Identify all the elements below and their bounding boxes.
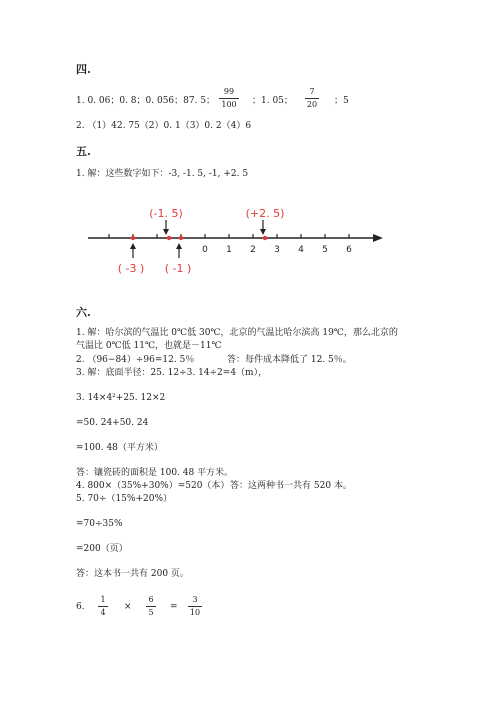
frac-num: 1 bbox=[100, 595, 106, 604]
tick-label-1: 1 bbox=[226, 245, 232, 255]
arrow-down-icon bbox=[260, 229, 266, 235]
s4-line1-a: 1. 0. 06；0. 8；0. 056；87. 5； bbox=[76, 96, 216, 106]
times-sign: × bbox=[124, 602, 132, 612]
tick-label-6: 6 bbox=[346, 245, 352, 255]
fraction-99-100 bbox=[219, 87, 239, 110]
fraction-1-4 bbox=[98, 595, 108, 618]
s6-l6: =100. 48（平方米） bbox=[76, 443, 163, 453]
label-minus1-5: (-1. 5) bbox=[149, 207, 183, 220]
label-minus3: ( -3 ) bbox=[117, 262, 145, 275]
s5-line1: 1. 解：这些数字如下：-3, -1. 5, -1, +2. 5 bbox=[76, 169, 249, 179]
frac-bar bbox=[188, 606, 202, 607]
arrow-down-icon bbox=[163, 229, 169, 235]
frac-den: 10 bbox=[189, 608, 201, 617]
frac-bar bbox=[98, 606, 108, 607]
point-minus1 bbox=[179, 236, 183, 240]
frac-num: 99 bbox=[223, 87, 235, 96]
s6-l5: =50. 24+50. 24 bbox=[76, 418, 149, 428]
tick-label-0: 0 bbox=[202, 245, 208, 255]
frac-num: 6 bbox=[148, 595, 154, 604]
s6-l8b: 答：这两种书一共有 520 本。 bbox=[230, 481, 352, 491]
axis-arrow-icon bbox=[373, 234, 383, 242]
s4-line2: 2. （1）42. 75（2）0. 1（3）0. 2（4）6 bbox=[76, 121, 252, 131]
number-line-figure bbox=[0, 200, 500, 290]
tick-label-4: 4 bbox=[298, 245, 304, 255]
s6-l1a: 1. 解：哈尔滨的气温比 0℃低 30℃，北京的气温比哈尔滨高 19℃，那么北京的 bbox=[76, 328, 398, 338]
tick-label-2: 2 bbox=[250, 245, 256, 255]
s6-l1b: 气温比 0℃低 11℃，也就是－11℃ bbox=[76, 341, 222, 351]
s4-line1-c: ；5 bbox=[334, 96, 349, 106]
s6-l11: =200（页） bbox=[76, 544, 128, 554]
point-minus1-5 bbox=[167, 236, 171, 240]
label-minus1: ( -1 ) bbox=[164, 262, 192, 275]
frac-num: 7 bbox=[309, 87, 315, 96]
frac-den: 20 bbox=[306, 100, 318, 109]
fraction-3-10 bbox=[188, 595, 202, 618]
frac-den: 5 bbox=[148, 608, 154, 617]
tick-label-3: 3 bbox=[274, 245, 280, 255]
frac-num: 3 bbox=[192, 595, 198, 604]
s4-line1-b: ；1. 05； bbox=[252, 96, 293, 106]
s6-l12: 答：这本书一共有 200 页。 bbox=[76, 569, 189, 579]
label-plus2-5: (+2. 5) bbox=[245, 207, 285, 220]
s6-l4: 3. 14×4²+25. 12×2 bbox=[76, 393, 166, 403]
s6-l13-prefix: 6. bbox=[76, 602, 85, 612]
frac-bar bbox=[146, 606, 156, 607]
frac-bar bbox=[219, 98, 239, 99]
tick-label-5: 5 bbox=[322, 245, 328, 255]
frac-bar bbox=[305, 98, 319, 99]
fraction-7-20 bbox=[305, 87, 319, 110]
frac-den: 100 bbox=[221, 100, 237, 109]
arrow-up-icon bbox=[130, 243, 136, 249]
s6-l8a: 4. 800×（35%+30%）=520（本） bbox=[76, 481, 230, 491]
arrow-up-icon bbox=[176, 243, 182, 249]
s6-l3: 3. 解：底面半径：25. 12÷3. 14÷2=4（m）， bbox=[76, 368, 268, 378]
s6-l2a: 2. （96−84）÷96=12. 5％ bbox=[76, 355, 195, 365]
point-minus3 bbox=[131, 236, 135, 240]
s6-l9: 5. 70÷（15%+20%） bbox=[76, 494, 172, 504]
section-4-heading: 四. bbox=[76, 63, 91, 76]
section-5-heading: 五. bbox=[76, 145, 91, 158]
s6-l10: =70÷35% bbox=[76, 519, 123, 529]
point-plus2-5 bbox=[263, 236, 267, 240]
s6-l7: 答：镶瓷砖的面积是 100. 48 平方米。 bbox=[76, 468, 234, 478]
fraction-6-5 bbox=[146, 595, 156, 618]
s6-l2b: 答：每件成本降低了 12. 5％。 bbox=[227, 355, 352, 365]
frac-den: 4 bbox=[100, 608, 106, 617]
section-6-heading: 六. bbox=[76, 306, 91, 319]
equals-sign: = bbox=[170, 602, 178, 612]
